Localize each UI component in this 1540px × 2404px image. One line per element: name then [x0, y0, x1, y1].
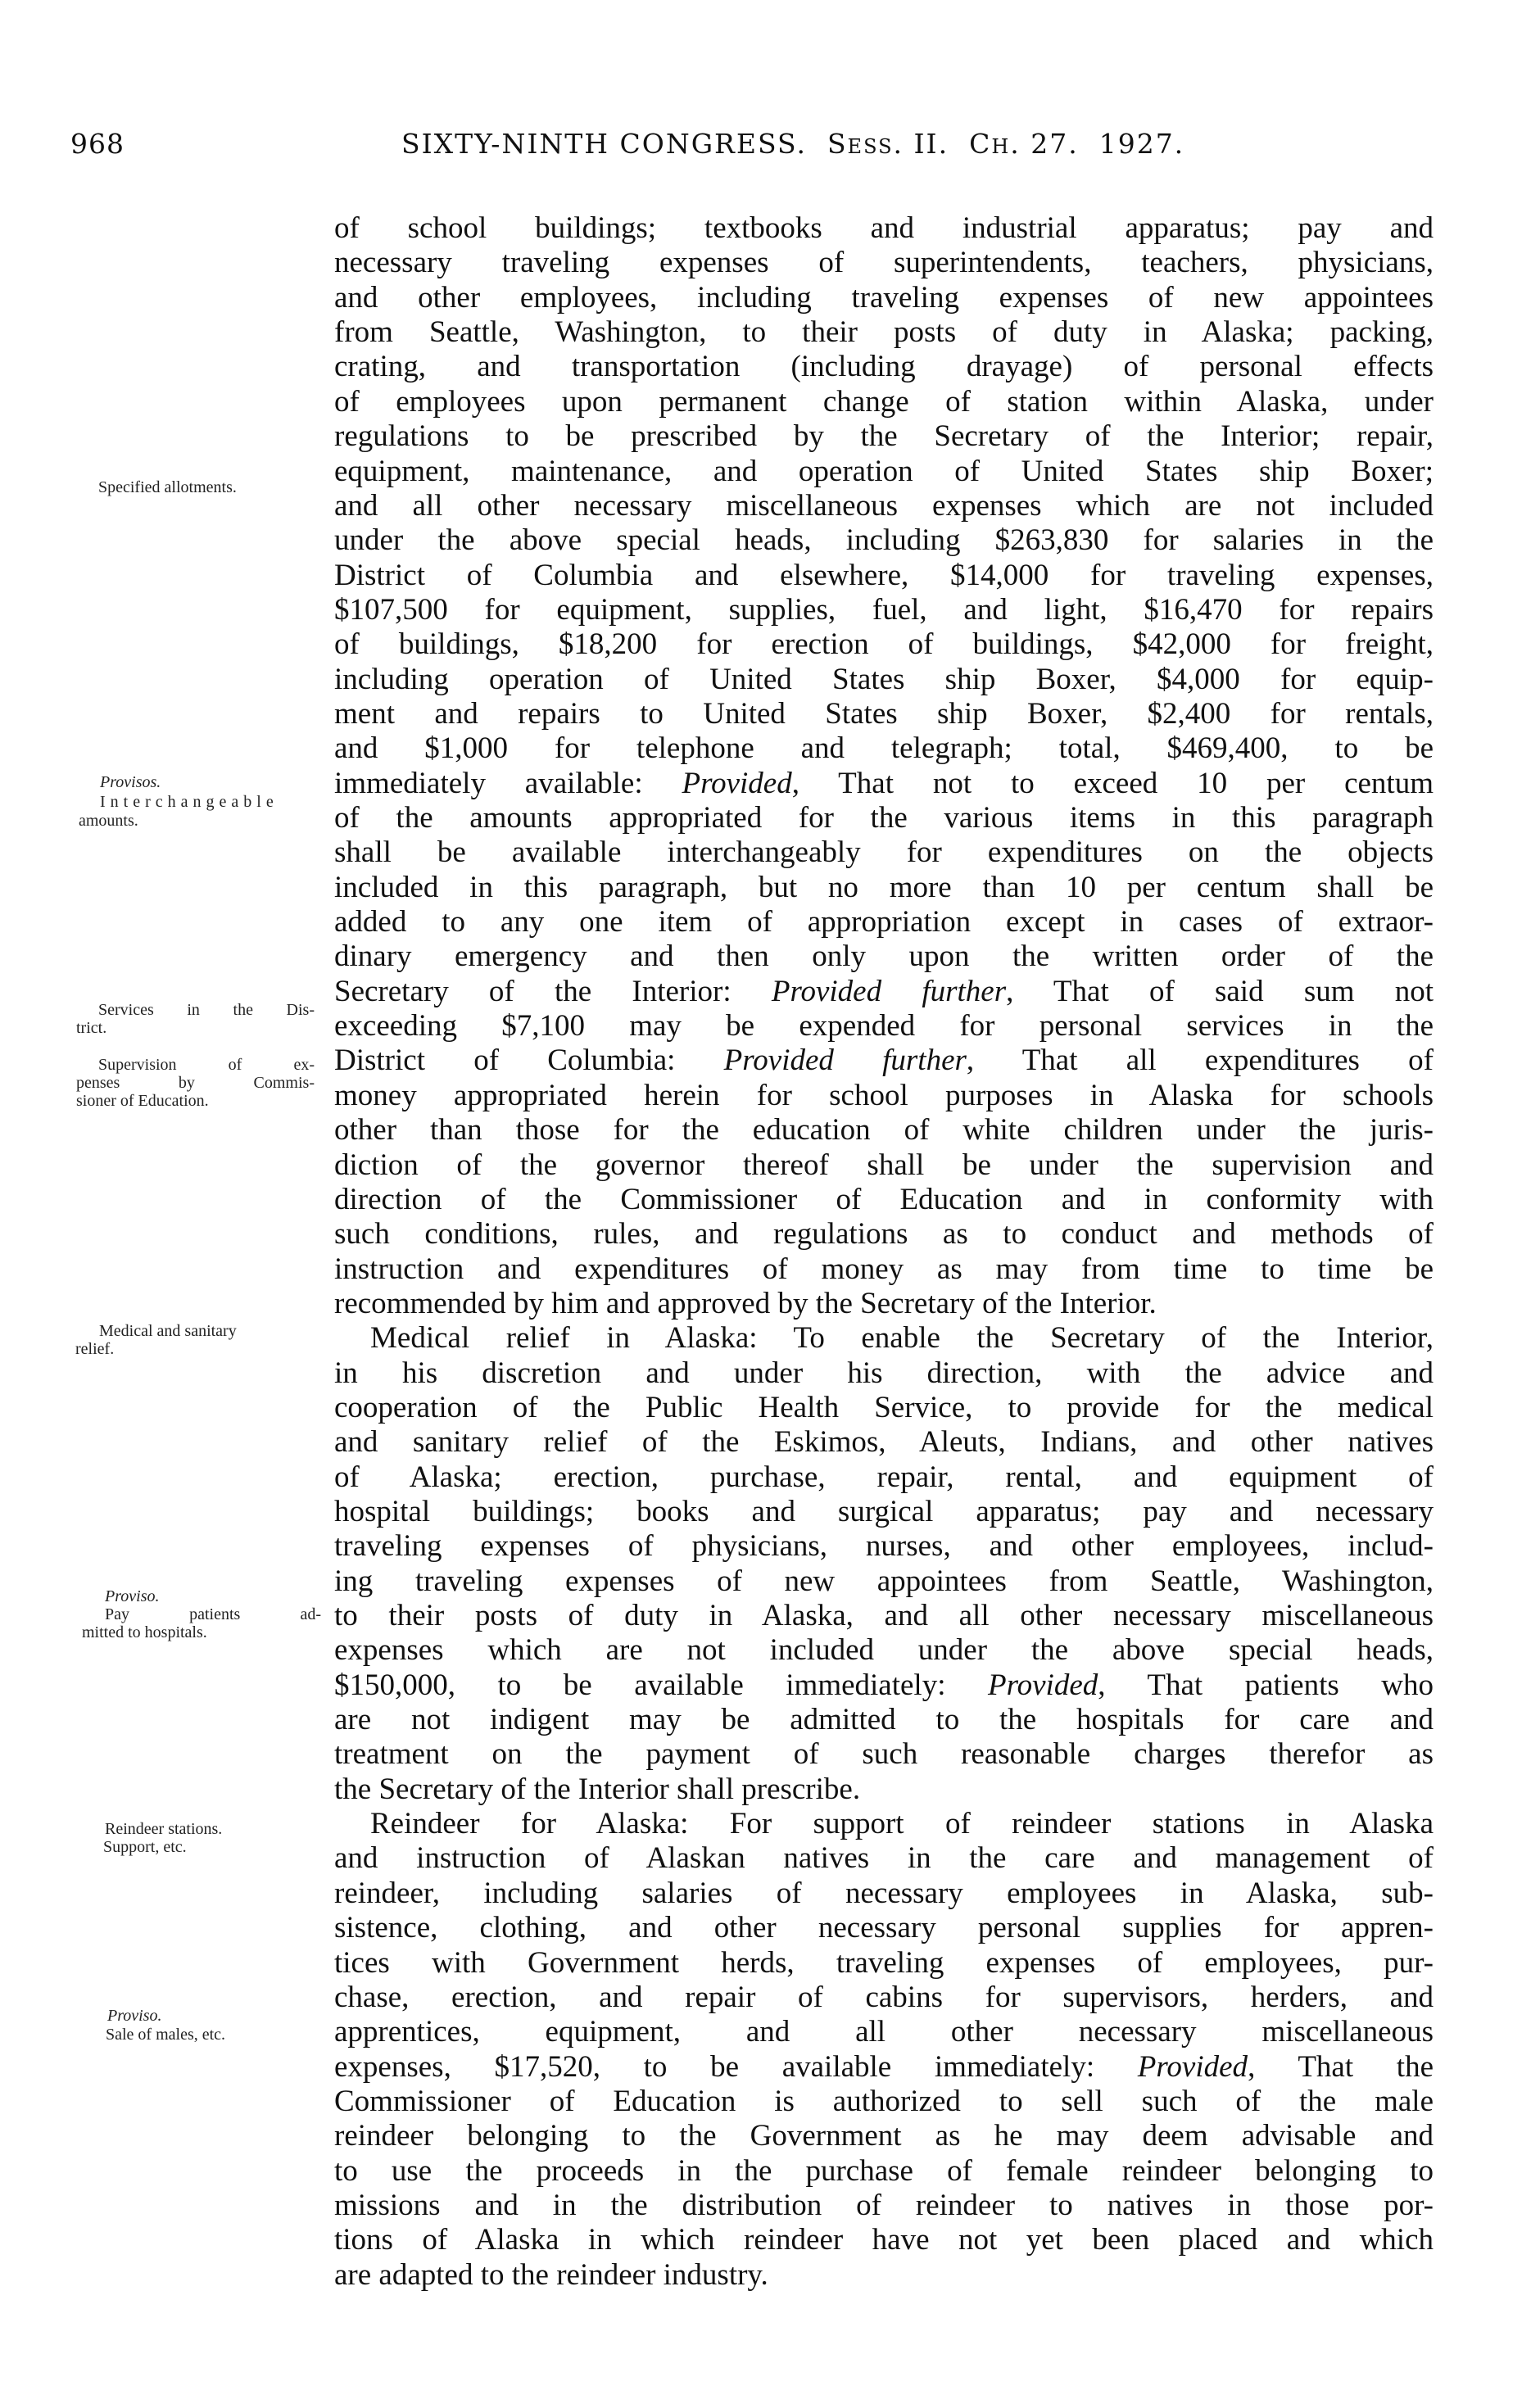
text-line: necessary traveling expenses of superintendents, teachers, physicians, [334, 246, 1434, 280]
page-number: 968 [70, 128, 125, 160]
text-line: equipment, maintenance, and operation of United States ship Boxer; [334, 454, 1434, 488]
margin-note-proviso-reindeer: Proviso. [107, 2007, 162, 2025]
margin-note-relief: relief. [75, 1340, 115, 1358]
italic-term: Provided [1137, 2049, 1248, 2084]
text-line: of Alaska; erection, purchase, repair, rental, and equipment of [334, 1460, 1434, 1494]
text-line: are not indigent may be admitted to the hospitals for care and [334, 1703, 1434, 1737]
text-line: such conditions, rules, and regulations as to conduct and methods of [334, 1217, 1434, 1252]
margin-note-reindeer-stations: Reindeer stations. [105, 1820, 223, 1838]
text-line: crating, and transportation (including drayage) of personal effects [334, 350, 1434, 384]
text-line: of buildings, $18,200 for erection of buildings, $42,000 for freight, [334, 627, 1434, 662]
text-line: in his discretion and under his direction, with the advice and [334, 1356, 1434, 1390]
text-line: diction of the governor thereof shall be under the supervision and [334, 1148, 1434, 1182]
margin-note-trict: trict. [76, 1019, 107, 1037]
text-line: the Secretary of the Interior shall prescribe. [334, 1772, 861, 1806]
text-line: and sanitary relief of the Eskimos, Aleuts, Indians, and other natives [334, 1425, 1434, 1460]
margin-note-supervision-1: Supervision of ex- [98, 1056, 315, 1074]
text-line: traveling expenses of physicians, nurses, and other employees, includ- [334, 1529, 1434, 1564]
margin-note-proviso-medical: Proviso. [105, 1587, 160, 1605]
text-line: District of Columbia: Provided further, That all expenditures of [334, 1044, 1434, 1078]
text-line: and $1,000 for telephone and telegraph; total, $469,400, to be [334, 731, 1434, 766]
text-line: including operation of United States ship Boxer, $4,000 for equip- [334, 662, 1434, 696]
session-label: SESS. II. [827, 128, 949, 160]
text-line: dinary emergency and then only upon the written order of the [334, 939, 1434, 974]
margin-note-amounts: amounts. [79, 812, 138, 830]
margin-note-services: Services in the Dis- [98, 1001, 315, 1019]
text-line: of the amounts appropriated for the various items in this paragraph [334, 801, 1434, 835]
margin-note-supervision-3: sioner of Education. [76, 1092, 209, 1110]
text-line: Reindeer for Alaska: For support of reindeer stations in Alaska [370, 1807, 1434, 1841]
text-line: Medical relief in Alaska: To enable the Secretary of the Interior, [370, 1321, 1434, 1356]
running-head [401, 128, 1184, 163]
text-line: are adapted to the reindeer industry. [334, 2257, 768, 2292]
margin-note-pay-patients: Pay patients ad- [105, 1605, 321, 1623]
italic-term: Provided further [771, 974, 1007, 1008]
margin-note-sale-of-males: Sale of males, etc. [106, 2026, 226, 2044]
text-line: treatment on the payment of such reasonable charges therefor as [334, 1737, 1434, 1772]
margin-note-provisos: Provisos. [100, 773, 161, 791]
margin-note-medical: Medical and sanitary [99, 1322, 237, 1340]
text-line: reindeer, including salaries of necessary employees in Alaska, sub- [334, 1876, 1434, 1910]
text-line: immediately available: Provided, That not to exceed 10 per centum [334, 766, 1434, 800]
text-line: to use the proceeds in the purchase of female reindeer belonging to [334, 2153, 1434, 2188]
text-line: tions of Alaska in which reindeer have not yet been placed and which [334, 2223, 1434, 2257]
text-line: ing traveling expenses of new appointees from Seattle, Washington, [334, 1564, 1434, 1598]
text-line: direction of the Commissioner of Education and in conformity with [334, 1182, 1434, 1216]
margin-note-support: Support, etc. [103, 1838, 187, 1856]
italic-term: Provided [988, 1668, 1098, 1702]
text-line: $150,000, to be available immediately: Provided, That patients who [334, 1668, 1434, 1702]
text-line: regulations to be prescribed by the Secretary of the Interior; repair, [334, 419, 1434, 454]
text-line: hospital buildings; books and surgical apparatus; pay and necessary [334, 1495, 1434, 1528]
text-line: cooperation of the Public Health Service, to provide for the medical [334, 1390, 1434, 1424]
year-label: 1927. [1098, 128, 1185, 160]
text-line: chase, erection, and repair of cabins for supervisors, herders, and [334, 1980, 1434, 2014]
text-line: instruction and expenditures of money as may from time to time be [334, 1252, 1434, 1286]
text-line: Commissioner of Education is authorized to sell such of the male [334, 2084, 1434, 2118]
margin-note-admitted-hospitals: mitted to hospitals. [82, 1623, 207, 1641]
text-line: Secretary of the Interior: Provided further, That of said sum not [334, 974, 1434, 1008]
text-line: under the above special heads, including $263,830 for salaries in the [334, 523, 1434, 558]
text-line: of school buildings; textbooks and industrial apparatus; pay and [334, 211, 1434, 245]
text-line: to their posts of duty in Alaska, and all other necessary miscellaneous [334, 1599, 1434, 1632]
italic-term: Provided [682, 766, 792, 800]
text-line: added to any one item of appropriation except in cases of extraor- [334, 905, 1434, 939]
text-line: other than those for the education of white children under the juris- [334, 1113, 1434, 1148]
italic-term: Provided further [723, 1044, 967, 1078]
text-line: District of Columbia and elsewhere, $14,000 for traveling expenses, [334, 558, 1434, 592]
text-line: recommended by him and approved by the Secretary of the Interior. [334, 1286, 1157, 1320]
text-line: money appropriated herein for school purposes in Alaska for schools [334, 1078, 1434, 1112]
text-line: included in this paragraph, but no more than 10 per centum shall be [334, 870, 1434, 904]
text-line: $107,500 for equipment, supplies, fuel, and light, $16,470 for repairs [334, 592, 1434, 627]
text-line: and all other necessary miscellaneous expenses which are not included [334, 488, 1434, 523]
margin-note-interchangeable: Interchangeable [100, 793, 279, 811]
text-line: ment and repairs to United States ship Boxer, $2,400 for rentals, [334, 696, 1434, 731]
text-line: of employees upon permanent change of station within Alaska, under [334, 384, 1434, 419]
text-line: apprentices, equipment, and all other necessary miscellaneous [334, 2015, 1434, 2049]
text-line: reindeer belonging to the Government as he may deem advisable and [334, 2119, 1434, 2153]
margin-note-specified-allotments: Specified allotments. [98, 478, 237, 496]
text-line: and instruction of Alaskan natives in the care and management of [334, 1841, 1434, 1876]
text-line: exceeding $7,100 may be expended for personal services in the [334, 1009, 1434, 1044]
chapter-label: CH. 27. [969, 128, 1079, 160]
text-line: shall be available interchangeably for expenditures on the objects [334, 835, 1434, 870]
text-line: and other employees, including traveling expenses of new appointees [334, 280, 1434, 315]
text-line: from Seattle, Washington, to their posts of duty in Alaska; packing, [334, 315, 1434, 350]
text-line: tices with Government herds, traveling expenses of employees, pur- [334, 1945, 1434, 1980]
text-line: sistence, clothing, and other necessary personal supplies for appren- [334, 1911, 1434, 1945]
text-line: expenses which are not included under the above special heads, [334, 1633, 1434, 1668]
congress-title: SIXTY-NINTH CONGRESS. [401, 128, 807, 160]
text-line: expenses, $17,520, to be available immediately: Provided, That the [334, 2049, 1434, 2084]
text-line: missions and in the distribution of reindeer to natives in those por- [334, 2189, 1434, 2222]
margin-note-supervision-2: penses by Commis- [76, 1074, 315, 1092]
